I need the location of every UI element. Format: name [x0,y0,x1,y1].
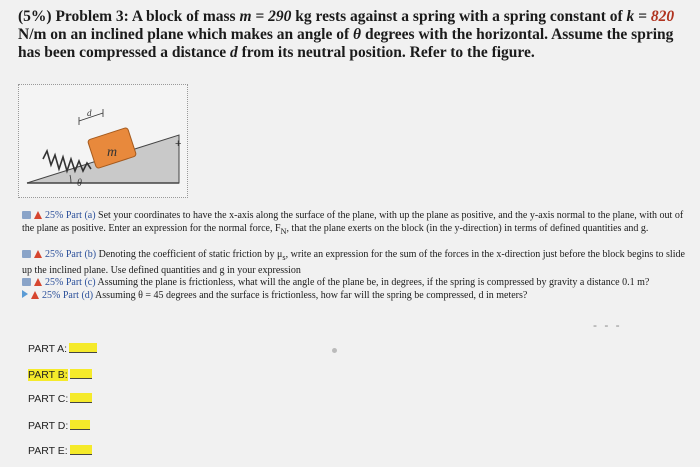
part-b-row[interactable]: 25% Part (b) Denoting the coefficient of static friction by $\mu_s$, write an expression for the sum of the forces in the x-direction just before the block begins to slide up the inclined plane. Use defined quantities and g in your expression [22,249,685,276]
part-d-row[interactable]: 25% Part (d) Assuming θ = 45 degrees and the surface is frictionless, how far will the spring be compressed, d in meters? [22,290,686,303]
answer-part-a[interactable]: PART A: [28,343,97,355]
warning-icon [31,291,39,299]
answer-part-d[interactable]: PART D: [28,420,90,432]
flag-icon [22,278,31,286]
answer-part-c[interactable]: PART C: [28,393,92,405]
incline-figure [18,84,188,198]
answer-part-b[interactable]: PART B: [28,369,92,381]
answer-b-field[interactable] [70,369,92,379]
flag-icon [22,250,31,258]
incline-diagram [19,85,187,197]
cursor-dot [332,348,337,353]
warning-icon [34,211,42,219]
corner-mark: + [175,138,182,150]
d-label: d [87,108,92,118]
more-dots: - - - [593,318,622,332]
part-c-row[interactable]: 25% Part (c) Assuming the plane is frictionless, what will the angle of the plane be, in degrees, if the spring is compressed by gravity a distance 0.1 m? [22,277,686,290]
play-icon [22,290,28,298]
spring [43,151,91,171]
part-a-row[interactable]: 25% Part (a) Set your coordinates to have the x-axis along the surface of the plane, with up the plane as positive, and the y-axis normal to the plane, with out of the plane as positive. Enter an expression for the normal force, $F_N$, that the plane exerts on the block (in the y-direction) in terms of defined quantities and g. [22,210,684,236]
answer-e-field[interactable] [70,445,92,455]
problem-statement: (5%) Problem 3: A block of mass m = 290 kg rests against a spring with a spring constant of k = 820 N/m on an inclined plane which makes an angle of θ degrees with the horizontal. Assume the spring has been compressed a distance d from its neutral position. Refer to the figure. [18,8,675,61]
answer-c-field[interactable] [70,393,92,403]
answer-d-field[interactable] [70,420,90,430]
answer-part-e[interactable]: PART E: [28,445,92,457]
parts-list [22,210,686,302]
warning-icon [34,278,42,286]
problem-number: (5%) Problem 3: [18,8,129,25]
block-label: m [107,145,118,160]
warning-icon [34,250,42,258]
flag-icon [22,211,31,219]
spring-constant-value: 820 [650,8,675,25]
theta-label: θ [77,178,82,189]
answer-a-field[interactable] [69,343,97,353]
